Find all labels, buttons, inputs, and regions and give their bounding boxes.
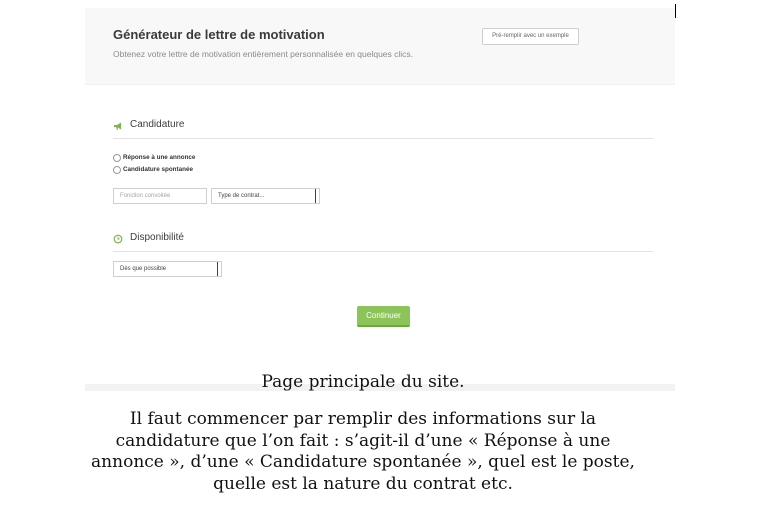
availability-select[interactable]: [113, 261, 222, 277]
radio-candidature-spontanee[interactable]: [113, 165, 193, 175]
page-subtitle: Obtenez votre lettre de motivation entièrement personnalisée en quelques clics.: [113, 49, 414, 59]
prefill-example-button[interactable]: Pré-remplir avec un exemple: [482, 28, 579, 45]
select-arrow-icon: [315, 189, 319, 203]
continue-button[interactable]: Continuer: [357, 306, 410, 327]
page-header: [85, 8, 675, 85]
text-cursor: [675, 4, 676, 18]
select-arrow-icon: [217, 262, 221, 276]
section-disponibilite-header: [113, 231, 653, 252]
radio-circle[interactable]: [113, 166, 121, 174]
contract-type-value: Type de contrat...: [218, 193, 265, 199]
fonction-input[interactable]: Fonction convoitée: [113, 188, 207, 204]
radio-label: Réponse à une annonce: [123, 154, 196, 161]
section-candidature-label: Candidature: [130, 119, 185, 130]
section-disponibilite-label: Disponibilité: [130, 232, 184, 243]
caption-title: Page principale du site.: [261, 372, 465, 392]
radio-reponse-annonce[interactable]: [113, 153, 195, 163]
section-candidature-header: [113, 118, 653, 139]
page-screenshot: [85, 8, 675, 391]
radio-circle[interactable]: [113, 154, 121, 162]
caption-body: Il faut commencer par remplir des informations sur la candidature que l’on fait : s’agit-il d’une « Réponse à une annonce », d’une « Candidature spontanée », quel est le poste, quelle est la nature du contrat etc.: [91, 409, 635, 494]
availability-value: Dès que possible: [120, 266, 167, 272]
contract-type-select[interactable]: [211, 188, 320, 204]
clock-icon: [113, 234, 123, 244]
page-title: Générateur de lettre de motivation: [113, 27, 325, 42]
radio-label: Candidature spontanée: [123, 166, 193, 173]
megaphone-icon: [113, 121, 123, 131]
